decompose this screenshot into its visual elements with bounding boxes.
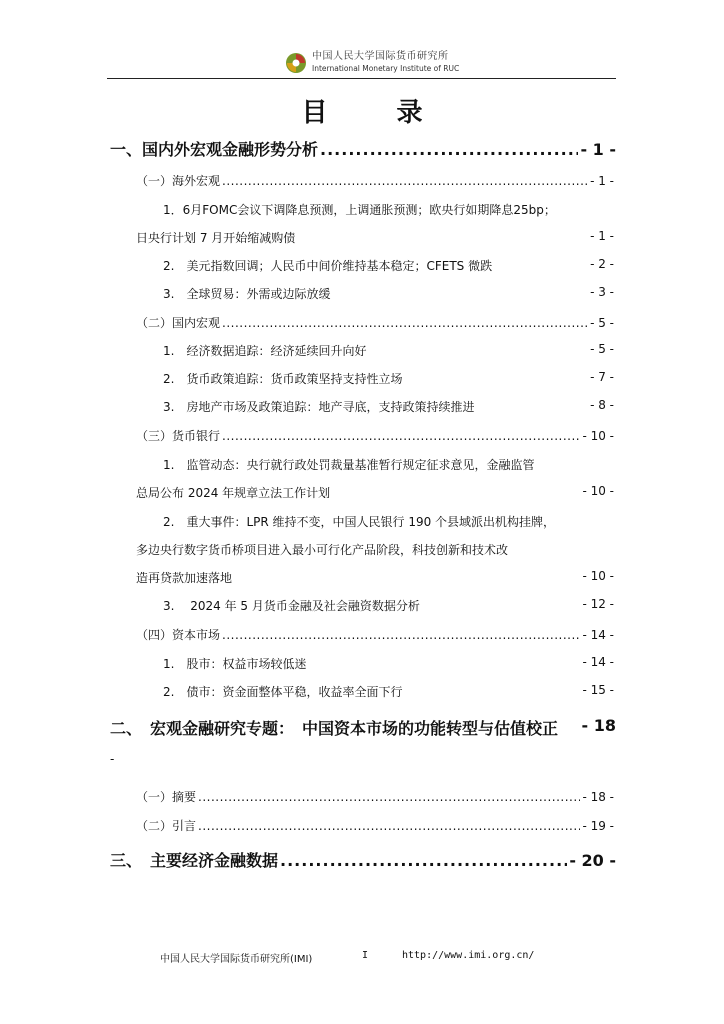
toc-entry-monetary-policy-page: - 7 - [590,370,614,384]
toc-entry-real-estate[interactable]: 3. 房地产市场及政策追踪：地产寻底，支持政策持续推进 [163,400,475,414]
toc-entry-monetary-policy[interactable]: 2. 货币政策追踪：货币政策坚持支持性立场 [163,372,403,386]
toc-leader [222,174,588,188]
toc-entry-currency-banking[interactable] [136,427,614,444]
toc-entry-abstract[interactable] [136,788,614,805]
toc-entry-introduction[interactable] [136,817,614,834]
toc-leader [320,140,578,159]
footer-page-number: I [362,950,369,961]
toc-entry-capital-market[interactable] [136,626,614,643]
toc-entry-bond-market-page: - 15 - [582,683,614,697]
header-org-cn: 中国人民大学国际货币研究所 [312,51,449,62]
toc-label: 一、国内外宏观金融形势分析 [110,140,319,159]
toc-entry-real-estate-page: - 8 - [590,398,614,412]
toc-entry-section-3[interactable] [110,848,616,871]
toc-entry-usd-index[interactable]: 2. 美元指数回调；人民币中间价维持基本稳定；CFETS 微跌 [163,259,493,273]
footer-url[interactable]: http://www.imi.org.cn/ [402,950,535,961]
toc-entry-regulation-line2[interactable]: 总局公布 2024 年规章立法工作计划 [136,486,331,500]
toc-page: - 14 - [582,628,614,642]
toc-page: - 18 - [582,790,614,804]
toc-page: - 19 - [582,819,614,833]
toc-entry-section-2[interactable]: 二、 宏观金融研究专题： 中国资本市场的功能转型与估值校正 [110,719,559,738]
header-divider [107,78,616,79]
toc-entry-overseas-macro[interactable] [136,172,614,189]
toc-entry-section-2-page: - 18 [581,716,616,735]
toc-entry-major-events-page: - 10 - [582,569,614,583]
toc-label: （三）货币银行 [136,429,221,443]
toc-entry-major-events-line2[interactable]: 多边央行数字货币桥项目进入最小可行化产品阶段，科技创新和技术改 [136,543,509,557]
toc-entry-usd-index-page: - 2 - [590,257,614,271]
toc-leader [222,628,580,642]
toc-entry-major-events-line3[interactable]: 造再贷款加速落地 [136,571,233,585]
toc-leader [198,819,580,833]
toc-entry-regulation-page: - 10 - [582,484,614,498]
institute-logo-icon [285,52,307,74]
toc-entry-economic-data[interactable]: 1. 经济数据追踪：经济延续回升向好 [163,344,367,358]
toc-entry-economic-data-page: - 5 - [590,342,614,356]
toc-entry-section-2-page-wrap: - [110,752,115,766]
header-org-en: International Monetary Institute of RUC [312,64,460,73]
toc-entry-global-trade[interactable]: 3. 全球贸易：外需或边际放缓 [163,287,331,301]
toc-page: - 1 - [580,140,616,159]
toc-page: - 20 - [569,851,616,870]
toc-entry-stock-market-page: - 14 - [582,655,614,669]
toc-entry-regulation-line1[interactable]: 1. 监管动态：央行就行政处罚裁量基准暂行规定征求意见，金融监管 [163,458,535,472]
toc-leader [222,429,580,443]
toc-entry-may-data[interactable]: 3. 2024 年 5 月货币金融及社会融资数据分析 [163,599,420,613]
toc-entry-section-1[interactable] [110,137,616,160]
toc-entry-fomc-page: - 1 - [590,229,614,243]
toc-label: （四）资本市场 [136,628,221,642]
toc-entry-major-events-line1[interactable]: 2. 重大事件：LPR 维持不变，中国人民银行 190 个县域派出机构挂牌， [163,515,556,529]
toc-leader [280,851,567,870]
footer-org: 中国人民大学国际货币研究所(IMI) [160,954,313,965]
header-org-name [312,52,459,73]
toc-page: - 5 - [590,316,614,330]
toc-entry-may-data-page: - 12 - [582,597,614,611]
toc-leader [222,316,588,330]
toc-page: - 1 - [590,174,614,188]
toc-entry-bond-market[interactable]: 2. 债市：资金面整体平稳，收益率全面下行 [163,685,403,699]
toc-entry-domestic-macro[interactable] [136,314,614,331]
toc-entry-fomc-line2[interactable]: 日央行计划 7 月开始缩减购债 [136,231,296,245]
toc-label: （一）摘要 [136,790,197,804]
toc-entry-fomc-line1[interactable]: 1．6月FOMC会议下调降息预测，上调通胀预测；欧央行如期降息25bp； [163,203,556,217]
toc-page: - 10 - [582,429,614,443]
toc-entry-global-trade-page: - 3 - [590,285,614,299]
toc-label: 三、 主要经济金融数据 [110,851,279,870]
toc-leader [198,790,580,804]
toc-label: （一）海外宏观 [136,174,221,188]
page-title: 目 录 [301,98,453,128]
toc-label: （二）引言 [136,819,197,833]
toc-entry-stock-market[interactable]: 1. 股市：权益市场较低迷 [163,657,307,671]
toc-label: （二）国内宏观 [136,316,221,330]
